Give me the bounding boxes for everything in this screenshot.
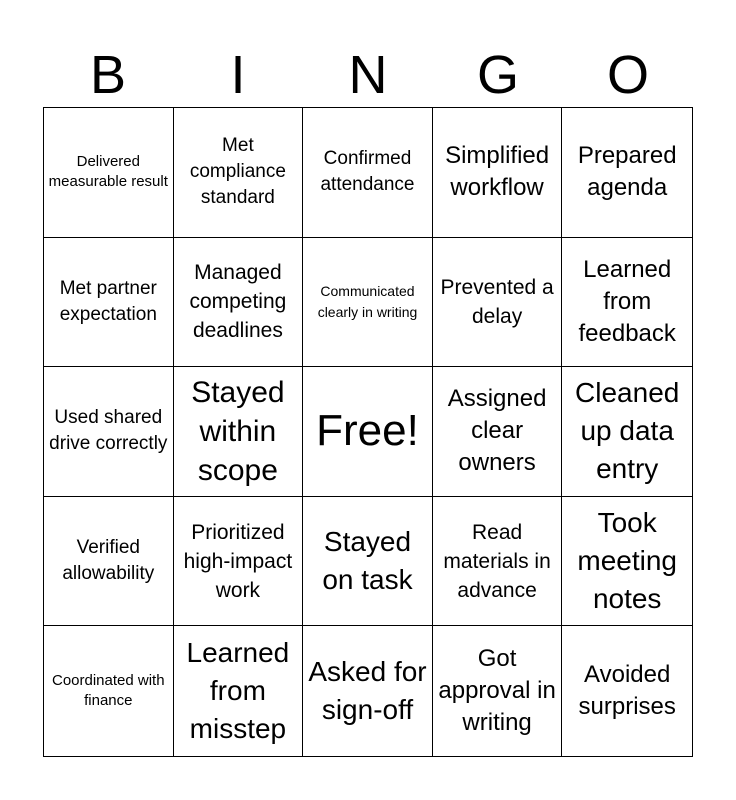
bingo-cell[interactable] — [303, 497, 433, 627]
cell-label: Took meeting notes — [577, 507, 677, 615]
bingo-header — [43, 42, 693, 108]
bingo-cell[interactable] — [303, 626, 433, 756]
cell-label: Got approval in writing — [438, 645, 556, 737]
cell-label: Read materials in advance — [443, 520, 551, 602]
bingo-cell[interactable] — [562, 497, 692, 627]
cell-label: Learned from misstep — [186, 637, 290, 745]
cell-label: Confirmed attendance — [320, 148, 415, 196]
bingo-cell[interactable] — [562, 238, 692, 368]
bingo-cell[interactable] — [174, 497, 304, 627]
cell-label: Communicated clearly in writing — [317, 282, 418, 320]
bingo-cell[interactable] — [174, 108, 304, 238]
cell-label: Prioritized high-impact work — [183, 520, 293, 602]
bingo-cell[interactable] — [44, 626, 174, 756]
bingo-cell[interactable] — [433, 367, 563, 497]
bingo-cell[interactable] — [433, 108, 563, 238]
header-letter-o: O — [606, 45, 649, 105]
header-letter-b: B — [89, 45, 127, 105]
bingo-cell[interactable] — [44, 497, 174, 627]
bingo-cell[interactable] — [433, 238, 563, 368]
bingo-cell[interactable] — [44, 238, 174, 368]
header-letter-n: N — [348, 45, 388, 105]
cell-label: Met partner expectation — [59, 277, 157, 325]
bingo-cell[interactable] — [44, 108, 174, 238]
bingo-cell[interactable] — [174, 626, 304, 756]
cell-label: Coordinated with finance — [52, 672, 165, 710]
bingo-cell[interactable] — [303, 238, 433, 368]
bingo-cell[interactable] — [562, 108, 692, 238]
cell-label: Cleaned up data entry — [575, 377, 680, 485]
cell-label: Used shared drive correctly — [49, 407, 168, 455]
cell-label: Avoided surprises — [578, 661, 676, 721]
cell-label: Stayed on task — [322, 526, 413, 596]
bingo-cell[interactable] — [303, 108, 433, 238]
bingo-cell[interactable] — [174, 238, 304, 368]
bingo-cell[interactable] — [44, 367, 174, 497]
cell-label: Delivered measurable result — [48, 153, 168, 191]
cell-label: Prepared agenda — [577, 142, 677, 202]
cell-label: Asked for sign-off — [308, 656, 427, 726]
header-letter-i: I — [230, 45, 246, 105]
free-space[interactable] — [303, 367, 433, 497]
bingo-cell[interactable] — [174, 367, 304, 497]
cell-label: Prevented a delay — [440, 275, 554, 328]
bingo-cell[interactable] — [433, 497, 563, 627]
cell-label: Verified allowability — [62, 537, 155, 585]
cell-label: Simplified workflow — [445, 142, 550, 202]
bingo-cell[interactable] — [433, 626, 563, 756]
cell-label: Learned from feedback — [578, 255, 676, 347]
cell-label: Managed competing deadlines — [189, 261, 287, 343]
cell-label: Assigned clear owners — [447, 385, 547, 477]
bingo-cell[interactable] — [562, 626, 692, 756]
header-letter-g: G — [476, 45, 519, 105]
cell-label: Met compliance standard — [189, 135, 286, 209]
bingo-cell[interactable] — [562, 367, 692, 497]
bingo-board — [43, 107, 693, 757]
cell-label: Stayed within scope — [191, 375, 285, 487]
free-label: Free! — [316, 406, 419, 456]
